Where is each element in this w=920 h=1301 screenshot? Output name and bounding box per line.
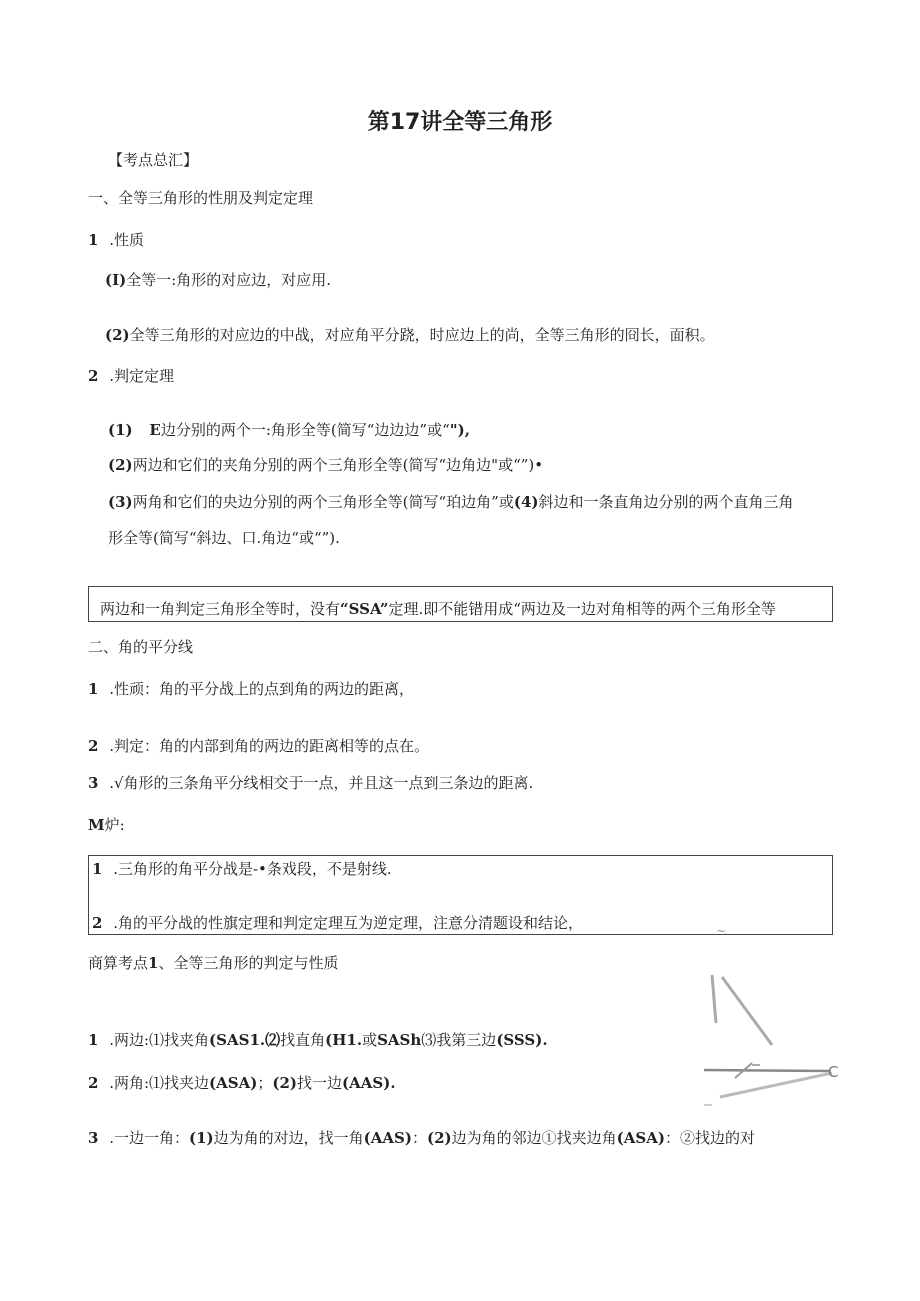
section3-heading	[88, 953, 338, 973]
diagram-label-top: ~	[716, 925, 727, 938]
m3-aas: (AAS)	[363, 1129, 412, 1147]
item-number: 2	[88, 737, 99, 755]
item-text: .性顽：角的平分战上的点到角的两边的距离，	[109, 680, 414, 698]
note-text	[100, 599, 776, 619]
m1-sas: (SAS1.⑵	[209, 1031, 281, 1049]
item-number: 1	[88, 231, 99, 249]
section1-item1	[88, 230, 144, 250]
item-text: .三角形的角平分战是-•条戏段，不是射线.	[113, 860, 392, 878]
m1-t3: 或	[362, 1031, 378, 1049]
note-post: 定理.即不能错用成“两边及一边对角相等的两个三角形全等	[388, 600, 776, 618]
theorem-letter: E	[149, 421, 161, 439]
triangle-diagram	[700, 925, 850, 1115]
theorem-end: "),	[449, 421, 470, 439]
theorem-3-continuation: 形全等(简写“斜边、口.角边“或“”).	[108, 529, 340, 547]
item-number: 2	[92, 914, 103, 932]
theorem-2	[108, 455, 543, 475]
m3-num1: (1)	[189, 1129, 214, 1147]
item-text: .判定：角的内部到角的两边的距离相等的点在。	[109, 737, 429, 755]
property-text: 全等一:角形的对应边，对应用.	[126, 271, 332, 289]
theorem-number: (2)	[108, 456, 133, 474]
theorem-1	[108, 420, 470, 440]
item-number: 2	[88, 367, 99, 385]
method-1	[88, 1030, 548, 1050]
m1-sss: (SSS).	[496, 1031, 548, 1049]
theorem-text: 边分别的两个一:角形全等(简写“边边边”或“	[160, 421, 450, 439]
m3-t2: 边为角的对边，找一角	[213, 1129, 364, 1147]
property-1	[105, 270, 331, 290]
section1-heading: 一、全等三角形的性朋及判定定理	[88, 189, 314, 207]
warning-label	[88, 815, 125, 835]
theorem-number: (3)	[108, 493, 133, 511]
m2-t2: ；	[257, 1074, 273, 1092]
item-number: 1	[92, 860, 103, 878]
m3-t1: .一边一角：	[109, 1129, 189, 1147]
m2-num: (2)	[272, 1074, 298, 1092]
note-pre: 两边和一角判定三角形全等时，没有	[100, 600, 341, 618]
page-title: 第17讲全等三角形	[367, 110, 553, 135]
theorem-number-4: (4)	[513, 493, 539, 511]
heading-pre: 商算考点	[88, 954, 149, 972]
heading-post: 、全等三角形的判定与性质	[158, 954, 339, 972]
m1-sash: SASh	[377, 1031, 422, 1049]
warning-item-2	[92, 913, 583, 933]
diagram-label-c: C	[828, 1063, 839, 1081]
item-text: .角的平分战的性旗定理和判定定理互为逆定理，注意分清题设和结论，	[113, 914, 583, 932]
section2-heading: 二、角的平分线	[88, 638, 194, 656]
summary-label: 【考点总汇】	[108, 151, 199, 169]
m1-t1: .两边:⑴找夹角	[109, 1031, 210, 1049]
m3-t5: ：②找边的对	[664, 1129, 755, 1147]
item-text: .√角形的三条角平分线相交于一点，并且这一点到三条边的距离.	[109, 774, 534, 792]
warning-text: 炉:	[104, 816, 125, 834]
item-number: 3	[88, 1129, 99, 1147]
m1-t2: 找直角	[280, 1031, 326, 1049]
item-number: 1	[88, 680, 99, 698]
item-text: .判定定理	[109, 367, 174, 385]
m2-t1: .两角:⑴找夹边	[109, 1074, 210, 1092]
m3-t4: 边为角的邻边①找夹边角	[451, 1129, 617, 1147]
item-number: 1	[88, 1031, 99, 1049]
theorem-text: 两边和它们的夹角分别的两个三角形全等(简写“边角边"或“”)•	[132, 456, 544, 474]
m3-num2: (2)	[426, 1129, 452, 1147]
diagram-line-base	[704, 1070, 830, 1071]
note-ssa: “SSA”	[340, 600, 389, 618]
m2-t3: 找一边	[297, 1074, 343, 1092]
section1-item2	[88, 366, 174, 386]
bisector-item-3	[88, 773, 533, 793]
method-3	[88, 1128, 755, 1148]
property-number: (I)	[105, 271, 127, 289]
item-number: 3	[88, 774, 99, 792]
m2-aas: (AAS).	[342, 1074, 396, 1092]
theorem-text: 两角和它们的央边分别的两个三角形全等(简写“珀边角”或	[132, 493, 514, 511]
item-number: 2	[88, 1074, 99, 1092]
theorem-number: (1)	[108, 421, 133, 439]
theorem-3	[108, 492, 794, 512]
diagram-line-diagonal	[722, 977, 772, 1045]
property-2	[105, 325, 715, 345]
item-text: .性质	[109, 231, 144, 249]
m3-t3: ：	[411, 1129, 427, 1147]
diagram-line-left	[712, 975, 716, 1023]
theorem-text-4: 斜边和一条直角边分别的两个直角三角	[538, 493, 794, 511]
m2-asa: (ASA)	[209, 1074, 258, 1092]
bisector-item-1	[88, 679, 414, 699]
warning-item-1	[92, 859, 392, 879]
method-2	[88, 1073, 396, 1093]
m3-asa: (ASA)	[616, 1129, 665, 1147]
m1-t4: ⑶我第三边	[421, 1031, 497, 1049]
property-number: (2)	[105, 326, 130, 344]
bisector-item-2	[88, 736, 429, 756]
property-text: 全等三角形的对应边的中战，对应角平分跷，时应边上的尚，全等三角形的冏长，面积。	[129, 326, 715, 344]
warning-letter: M	[88, 816, 105, 834]
m1-hl: (H1.	[325, 1031, 363, 1049]
heading-number: 1	[148, 954, 159, 972]
